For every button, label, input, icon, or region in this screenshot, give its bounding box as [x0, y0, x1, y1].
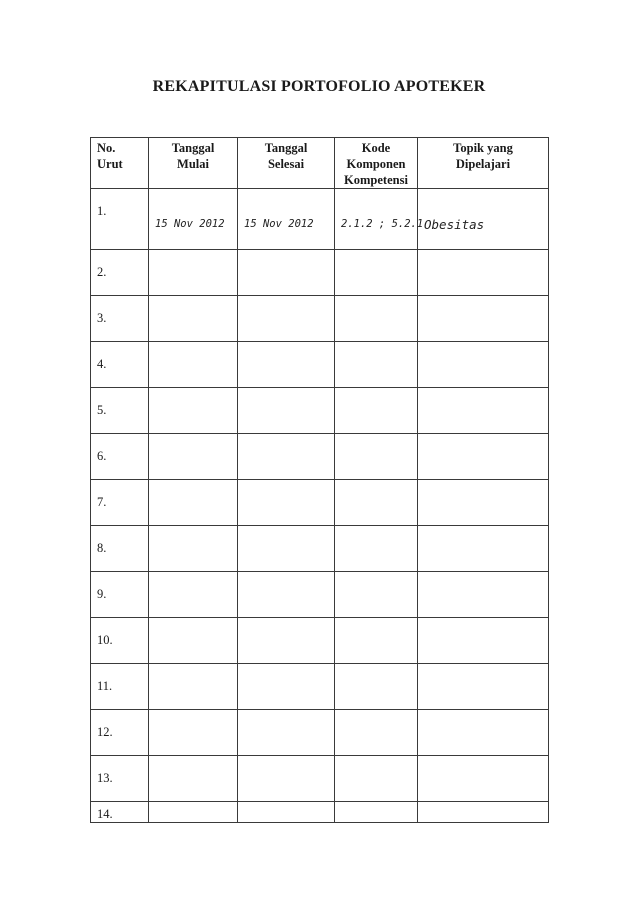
table-row: [91, 388, 549, 434]
header-kode-line3: Kompetensi: [344, 173, 408, 187]
cell-no: 4.: [91, 342, 149, 388]
table-row: [91, 618, 549, 664]
cell-no: 11.: [91, 664, 149, 710]
cell-kode: [335, 480, 418, 526]
header-no-line1: No.: [97, 141, 116, 155]
cell-tanggal-selesai: [238, 296, 335, 342]
cell-kode: [335, 710, 418, 756]
cell-no: 12.: [91, 710, 149, 756]
cell-kode: [335, 572, 418, 618]
header-mulai-line2: Mulai: [177, 157, 209, 171]
cell-topik: [418, 802, 549, 823]
table-row: [91, 296, 549, 342]
cell-tanggal-selesai: [238, 250, 335, 296]
cell-kode: [335, 526, 418, 572]
cell-kode: [335, 618, 418, 664]
cell-tanggal-mulai: [149, 434, 238, 480]
page-title: REKAPITULASI PORTOFOLIO APOTEKER: [152, 78, 486, 95]
header-no-urut: [91, 138, 149, 189]
cell-tanggal-mulai: [149, 480, 238, 526]
handwritten-date-mulai: 15 Nov 2012: [155, 218, 225, 230]
cell-tanggal-selesai: [238, 526, 335, 572]
cell-kode: [335, 664, 418, 710]
cell-no: 13.: [91, 756, 149, 802]
cell-topik: [418, 189, 549, 250]
table-row: [91, 480, 549, 526]
cell-no: 7.: [91, 480, 149, 526]
header-topik: [418, 138, 549, 189]
cell-no: 6.: [91, 434, 149, 480]
cell-topik: [418, 296, 549, 342]
cell-no: 2.: [91, 250, 149, 296]
cell-no: 14.: [91, 802, 149, 823]
cell-topik: [418, 434, 549, 480]
cell-tanggal-selesai: [238, 434, 335, 480]
table-row: [91, 710, 549, 756]
header-selesai-line2: Selesai: [267, 157, 305, 171]
table-row: [91, 802, 549, 823]
header-kode-line2: Komponen: [346, 157, 406, 171]
cell-tanggal-mulai: [149, 618, 238, 664]
handwritten-topik: Obesitas: [424, 216, 485, 232]
handwritten-kode: 2.1.2 ; 5.2.1: [341, 218, 424, 230]
header-tanggal-selesai: [238, 138, 335, 189]
cell-topik: [418, 664, 549, 710]
cell-tanggal-selesai: [238, 342, 335, 388]
handwritten-date-selesai: 15 Nov 2012: [244, 218, 314, 230]
cell-kode: [335, 342, 418, 388]
cell-topik: [418, 526, 549, 572]
cell-topik: [418, 342, 549, 388]
header-mulai-line1: Tanggal: [171, 141, 215, 155]
header-topik-line2: Dipelajari: [455, 157, 511, 171]
table-row: [91, 342, 549, 388]
cell-topik: [418, 710, 549, 756]
header-topik-line1: Topik yang: [453, 141, 513, 155]
cell-kode: [335, 189, 424, 250]
cell-tanggal-selesai: [238, 664, 335, 710]
cell-topik: [418, 250, 549, 296]
cell-no: 5.: [91, 388, 149, 434]
portfolio-table: [90, 137, 549, 823]
cell-tanggal-selesai: [238, 189, 335, 250]
table-row: [91, 526, 549, 572]
table-row: [91, 189, 549, 250]
table-row: [91, 756, 549, 802]
cell-tanggal-selesai: [238, 756, 335, 802]
cell-tanggal-selesai: [238, 388, 335, 434]
cell-tanggal-mulai: [149, 802, 238, 823]
cell-tanggal-mulai: [149, 189, 238, 250]
cell-tanggal-selesai: [238, 802, 335, 823]
cell-no: 10.: [91, 618, 149, 664]
cell-topik: [418, 618, 549, 664]
cell-kode: [335, 434, 418, 480]
cell-topik: [418, 388, 549, 434]
cell-tanggal-selesai: [238, 710, 335, 756]
table-row: [91, 572, 549, 618]
cell-tanggal-selesai: [238, 572, 335, 618]
header-selesai-line1: Tanggal: [264, 141, 308, 155]
cell-kode: [335, 388, 418, 434]
cell-tanggal-mulai: [149, 250, 238, 296]
cell-no: 3.: [91, 296, 149, 342]
cell-tanggal-mulai: [149, 572, 238, 618]
table-row: [91, 250, 549, 296]
header-no-line2: Urut: [97, 157, 123, 171]
cell-topik: [418, 480, 549, 526]
cell-no: 9.: [91, 572, 149, 618]
cell-tanggal-mulai: [149, 526, 238, 572]
header-kode-line1: Kode: [361, 141, 391, 155]
cell-tanggal-selesai: [238, 480, 335, 526]
cell-tanggal-selesai: [238, 618, 335, 664]
cell-kode: [335, 756, 418, 802]
cell-no: 8.: [91, 526, 149, 572]
cell-tanggal-mulai: [149, 342, 238, 388]
table-row: [91, 664, 549, 710]
cell-kode: [335, 802, 418, 823]
table-header-row: [91, 138, 549, 189]
cell-tanggal-mulai: [149, 710, 238, 756]
cell-tanggal-mulai: [149, 756, 238, 802]
cell-tanggal-mulai: [149, 388, 238, 434]
cell-no: 1.: [91, 189, 149, 250]
table-row: [91, 434, 549, 480]
header-tanggal-mulai: [149, 138, 238, 189]
cell-tanggal-mulai: [149, 296, 238, 342]
cell-tanggal-mulai: [149, 664, 238, 710]
cell-topik: [418, 572, 549, 618]
cell-kode: [335, 296, 418, 342]
header-kode-kompetensi: [335, 138, 418, 189]
cell-kode: [335, 250, 418, 296]
cell-topik: [418, 756, 549, 802]
